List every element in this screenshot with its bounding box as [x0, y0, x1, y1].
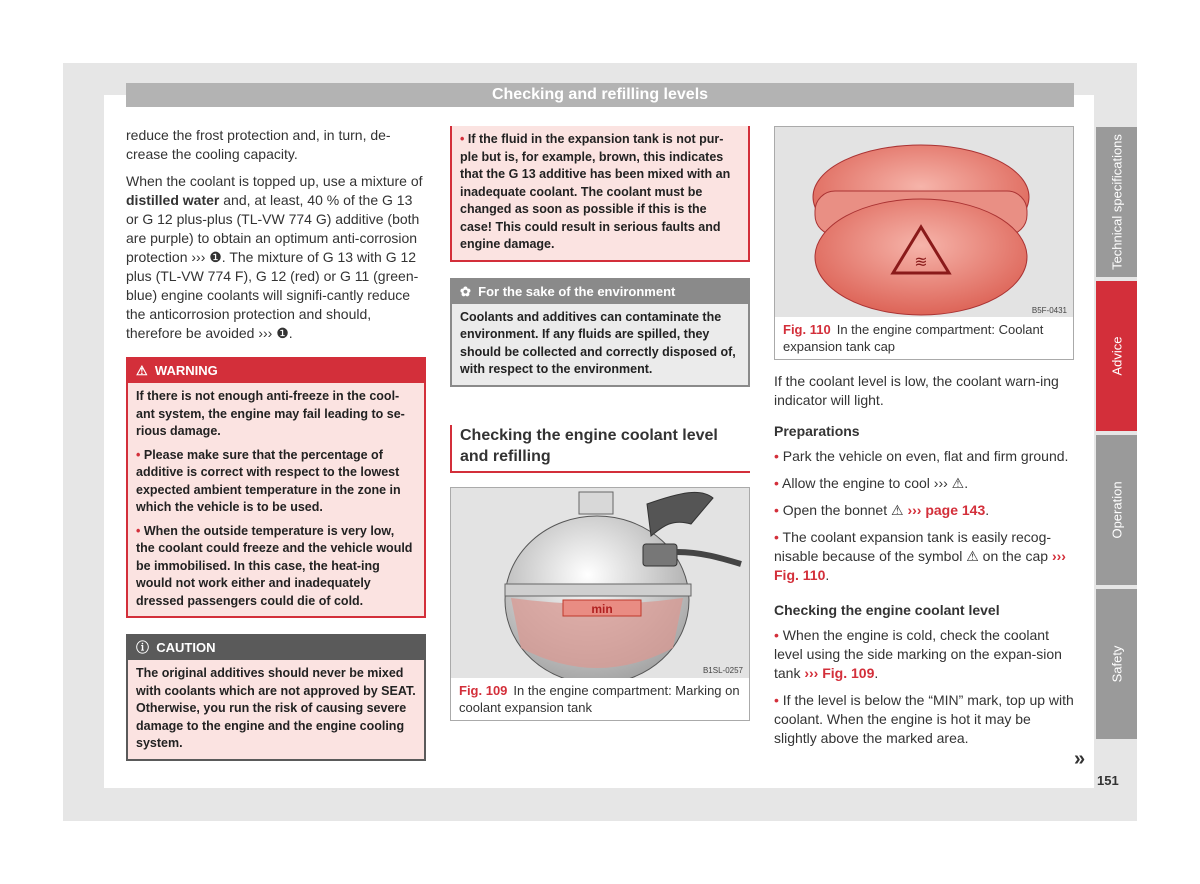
note-body: • If the fluid in the expansion tank is not pur-ple but is, for example, brown, this indicates that the G 13 additive has been mixed with an inadequate coolant. The coolant must be changed as soon as possible if this is the case! This could result in serious faults and engine damage.: [460, 132, 731, 251]
caution-body: The original additives should never be mixed with coolants which are not approved by SEAT. Otherwise, you run the risk of causing severe damage to the engine and the engine cooling system.: [136, 666, 416, 750]
environment-body: Coolants and additives can contaminate the environment. If any fluids are spilled, they should be collected and correctly disposed of, with respect to the environment.: [460, 309, 736, 376]
tank-cap-illustration: [775, 127, 1073, 317]
environment-box: [450, 278, 750, 387]
list-item: • Allow the engine to cool ››› ⚠.: [774, 475, 969, 491]
tab-operation[interactable]: Operation: [1096, 435, 1137, 585]
figure-110: [774, 126, 1074, 360]
continue-marker: »: [1074, 748, 1086, 770]
environment-header: ✿ For the sake of the environment: [452, 280, 748, 304]
warning-box: [126, 357, 426, 618]
warning-icon: ⚠: [136, 363, 148, 378]
section-heading: Checking the engine coolant level and refilling: [450, 425, 750, 473]
paragraph: If the coolant level is low, the coolant warn-ing indicator will light.: [774, 373, 1059, 408]
environment-icon: ✿: [460, 283, 471, 299]
column-1: [126, 126, 426, 761]
warning-body: If there is not enough anti-freeze in the cool-ant system, the engine may fail leading to se-rious damage. • Please make sure that the percentage of additive is correct with respect to the lowest expected ambient temperature in the zone in which the vehicle is to be used. • When the outside temperature is very low, the coolant could freeze and the vehicle would be immobilised. In this case, the heat-ing would not work either and inadequately dressed passengers could die of cold.: [136, 389, 413, 608]
coolant-tank-illustration: [451, 488, 749, 678]
preparations-heading: Preparations: [774, 423, 860, 439]
min-label: min: [591, 601, 613, 616]
paragraph: reduce the frost protection and, in turn, de-crease the cooling capacity.: [126, 127, 391, 162]
note-box: [450, 126, 750, 262]
page-header: Checking and refilling levels: [126, 83, 1074, 107]
list-item: • If the level is below the “MIN” mark, top up with coolant. When the engine is hot it may be slightly above the marked area.: [774, 692, 1074, 746]
coolant-tank-drawing: [451, 488, 749, 678]
warning-header: ⚠ WARNING: [128, 359, 424, 383]
list-item: • Open the bonnet ⚠ ››› page 143.: [774, 502, 990, 518]
figure-code: B1SL-0257: [702, 665, 743, 675]
svg-text:≋: ≋: [914, 254, 928, 271]
tab-safety[interactable]: Safety: [1096, 589, 1137, 739]
figure-code: B5F-0431: [1031, 306, 1067, 315]
column-2: [450, 126, 750, 721]
caution-box: [126, 634, 426, 761]
paragraph: When the coolant is topped up, use a mixture of distilled water and, at least, 40 % of the G 13 or G 12 plus-plus (TL-VW 774 G) additive (both are purple) to obtain an optimum anti-corrosion protection ››› ❶. The mixture of G 13 with G 12 plus (TL-VW 774 F), G 12 (red) or G 11 (green-blue) engine coolants will signifi-cantly reduce the anticorrosion protection and should, therefore be avoided ››› ❶.: [126, 173, 423, 341]
figure-caption: Fig. 109 In the engine compartment: Marking on coolant expansion tank: [459, 682, 740, 715]
figure-109: [450, 487, 750, 721]
tank-cap-drawing: [775, 127, 1073, 317]
figure-caption: Fig. 110 In the engine compartment: Coolant expansion tank cap: [783, 322, 1044, 354]
caution-icon: ⓘ: [136, 640, 150, 655]
checking-heading: Checking the engine coolant level: [774, 602, 1000, 618]
caution-header: ⓘ CAUTION: [128, 636, 424, 660]
tab-advice[interactable]: Advice: [1096, 281, 1137, 431]
list-item: • When the engine is cold, check the coolant level using the side marking on the expan-sion tank ››› Fig. 109.: [774, 627, 1062, 681]
list-item: • Park the vehicle on even, flat and firm ground.: [774, 448, 1069, 464]
column-3: [774, 126, 1074, 756]
page-number: 151: [1097, 773, 1119, 788]
list-item: • The coolant expansion tank is easily recog-nisable because of the symbol ⚠ on the cap ››› Fig. 110.: [774, 529, 1066, 583]
tab-technical-specifications[interactable]: Technical specifications: [1096, 127, 1137, 277]
